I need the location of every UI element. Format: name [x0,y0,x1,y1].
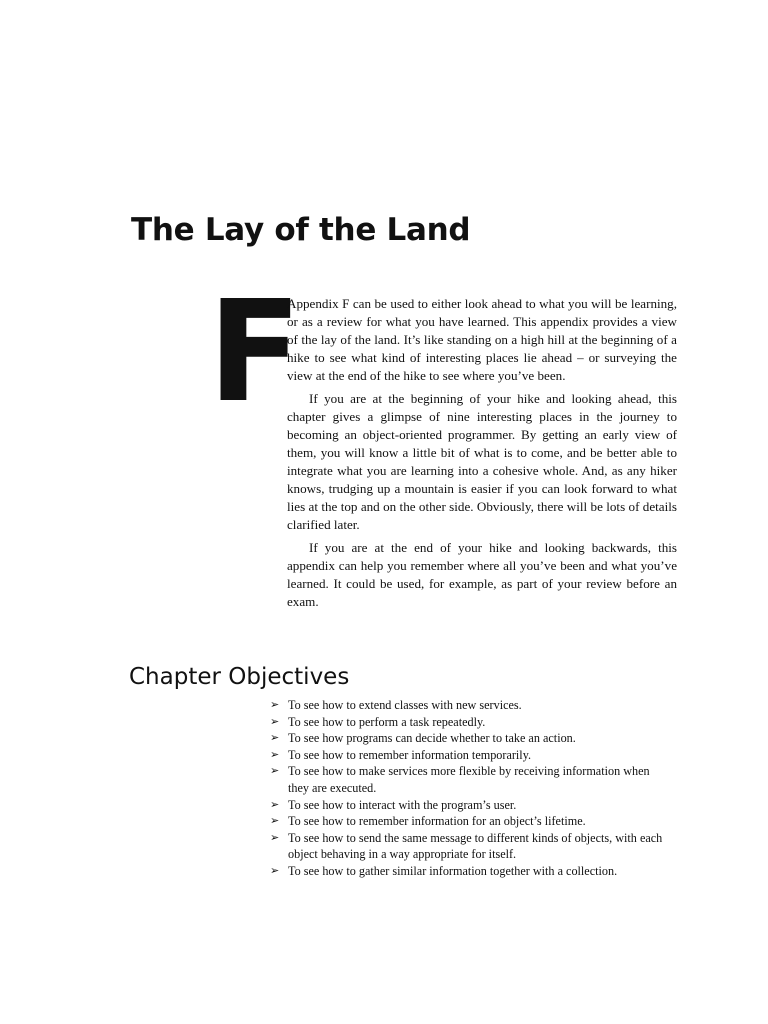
objective-text: To see how to remember information temporarily. [288,747,532,762]
intro-paragraph-1: Appendix F can be used to either look ahead to what you will be learning, or as a review for what you have learned. This appendix provides a view of the lay of the land. It’s like standing on a high hill at the beginning of a hike to see what kind of interesting places lie ahead – or surveying the view at the end of the hike to see where you’ve been. [287,296,677,383]
objective-item [270,830,670,863]
arrowhead-bullet-icon: ➢ [270,830,280,844]
objective-item [270,730,670,747]
chapter-title: The Lay of the Land [131,212,471,248]
arrowhead-bullet-icon: ➢ [270,814,280,828]
objective-item [270,863,670,880]
objective-text: To see how to perform a task repeatedly. [288,714,486,729]
section-heading-objectives: Chapter Objectives [129,664,350,690]
objective-item [270,714,670,731]
objective-text: To see how programs can decide whether to take an action. [288,731,576,746]
drop-cap-letter: F [207,271,302,434]
arrowhead-bullet-icon: ➢ [270,747,280,761]
objective-text: To see how to interact with the program’s user. [288,797,517,812]
objectives-list [270,697,670,880]
arrowhead-bullet-icon: ➢ [270,764,280,778]
objective-text: To see how to gather similar information together with a collection. [288,863,618,878]
objective-item [270,797,670,814]
objective-text: To see how to make services more flexible by receiving information when they are executed. [288,764,650,795]
objective-text: To see how to extend classes with new services. [288,698,522,712]
objective-item [270,747,670,764]
objective-text: To see how to send the same message to different kinds of objects, with each object behaving in a way appropriate for itself. [288,830,663,862]
objective-item [270,813,670,830]
arrowhead-bullet-icon: ➢ [270,714,280,728]
intro-paragraph-3: If you are at the end of your hike and looking backwards, this appendix can help you remember where all you’ve been and what you’ve learned. It could be used, for example, as part of your review before an exam. [287,540,677,609]
objective-text: To see how to remember information for an object’s lifetime. [288,814,586,829]
objective-item [270,697,670,714]
objective-item [270,763,670,796]
intro-text [287,295,677,616]
arrowhead-bullet-icon: ➢ [270,797,280,811]
arrowhead-bullet-icon: ➢ [270,731,280,745]
arrowhead-bullet-icon: ➢ [270,863,280,877]
arrowhead-bullet-icon: ➢ [270,698,280,711]
intro-paragraph-2: If you are at the beginning of your hike and looking ahead, this chapter gives a glimpse of nine interesting places in the journey to becoming an object-oriented programmer. By getting an early view of them, you will know a little bit of what is to come, and be better able to integrate what you are learning into a cohesive whole. And, as any hiker knows, trudging up a mountain is easier if you can look forward to what lies at the top and on the other side. Obviously, there will be lots of details clarified later. [287,391,677,532]
